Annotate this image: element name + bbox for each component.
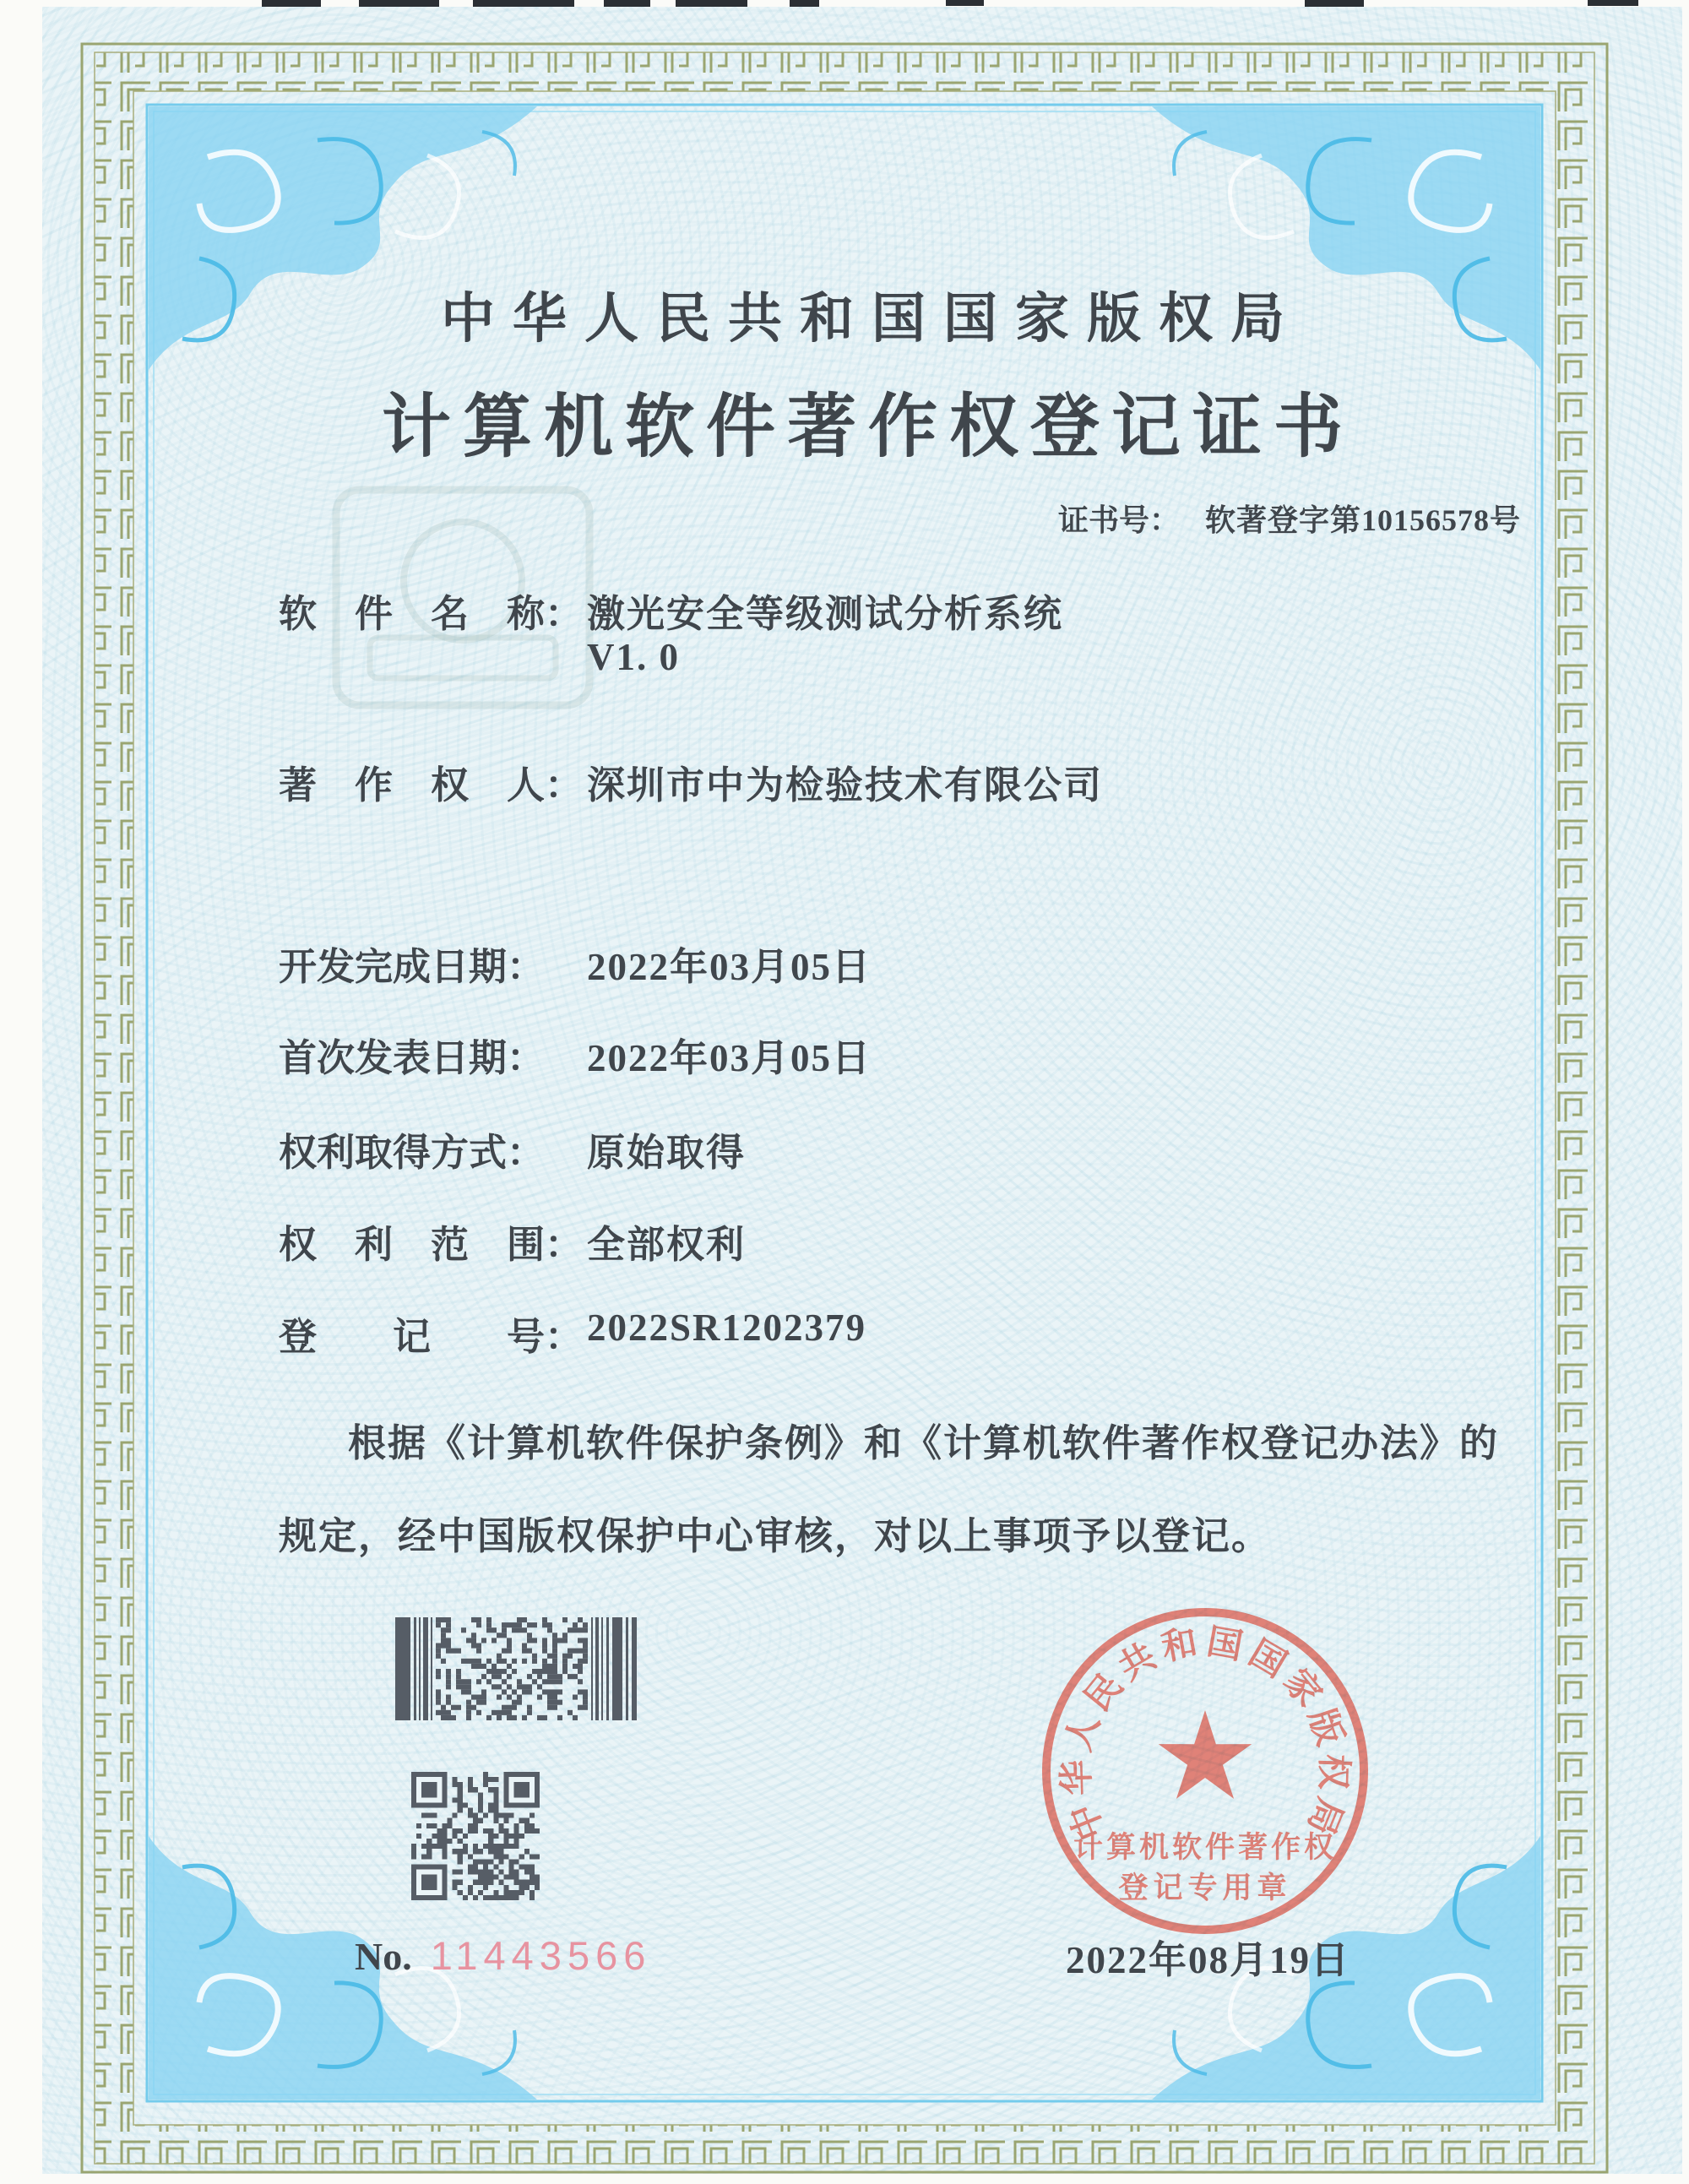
certificate-title: 计算机软件著作权登记证书 [381, 388, 1355, 465]
field-row-registration-no [279, 1306, 867, 1361]
field-label: 首次发表日期： [279, 1037, 546, 1079]
seal-ring-text: 中华人民共和国国家版权局 [1057, 1622, 1353, 1846]
field-value: 2022年03月05日 [587, 1037, 872, 1079]
field-row-first-publish-date [279, 1027, 872, 1082]
issue-date: 2022年08月19日 [1066, 1939, 1351, 1981]
field-value: 全部权利 [587, 1224, 747, 1266]
cert-no [1058, 497, 1521, 540]
qr-code [411, 1772, 540, 1900]
field-label: 软 件 名 称： [279, 593, 584, 635]
software-version: V1. 0 [587, 636, 680, 678]
field-value: 激光安全等级测试分析系统 [587, 593, 1064, 635]
seal-caption-line2: 登记专用章 [1118, 1872, 1292, 1904]
field-row-dev-complete-date [279, 936, 872, 991]
field-label: 开发完成日期： [279, 946, 546, 988]
outer-border-line [82, 44, 1607, 2172]
field-value: 2022SR1202379 [587, 1307, 867, 1349]
field-label: 权 利 范 围： [279, 1224, 584, 1266]
cert-no-label: 证书号： [1058, 503, 1181, 537]
field-label: 著 作 权 人： [279, 764, 584, 807]
cert-no-value: 软著登字第10156578号 [1205, 503, 1522, 537]
field-value: 2022年03月05日 [587, 946, 872, 988]
official-seal [1036, 1602, 1374, 1940]
seal-caption-line1: 计算机软件著作权 [1073, 1831, 1338, 1864]
field-value: 深圳市中为检验技术有限公司 [587, 764, 1104, 807]
field-row-copyright-owner [279, 754, 1104, 809]
field-row-right-scope [279, 1214, 747, 1269]
statement-line-2: 规定，经中国版权保护中心审核，对以上事项予以登记。 [279, 1515, 1272, 1557]
field-row-software-name [279, 583, 1064, 638]
serial-number-line [355, 1932, 651, 1979]
authority-title: 中华人民共和国国家版权局 [441, 289, 1302, 349]
star-icon [1159, 1710, 1252, 1799]
field-label: 权利取得方式： [279, 1132, 546, 1174]
pdf417-barcode [395, 1617, 637, 1720]
serial-number: 11443566 [430, 1933, 652, 1978]
field-label: 登 记 号： [279, 1316, 584, 1358]
serial-prefix: No. [355, 1935, 412, 1978]
field-row-right-acquire-mode [279, 1122, 747, 1176]
statement-line-1: 根据《计算机软件保护条例》和《计算机软件著作权登记办法》的 [348, 1422, 1500, 1464]
field-value: 原始取得 [587, 1132, 747, 1174]
